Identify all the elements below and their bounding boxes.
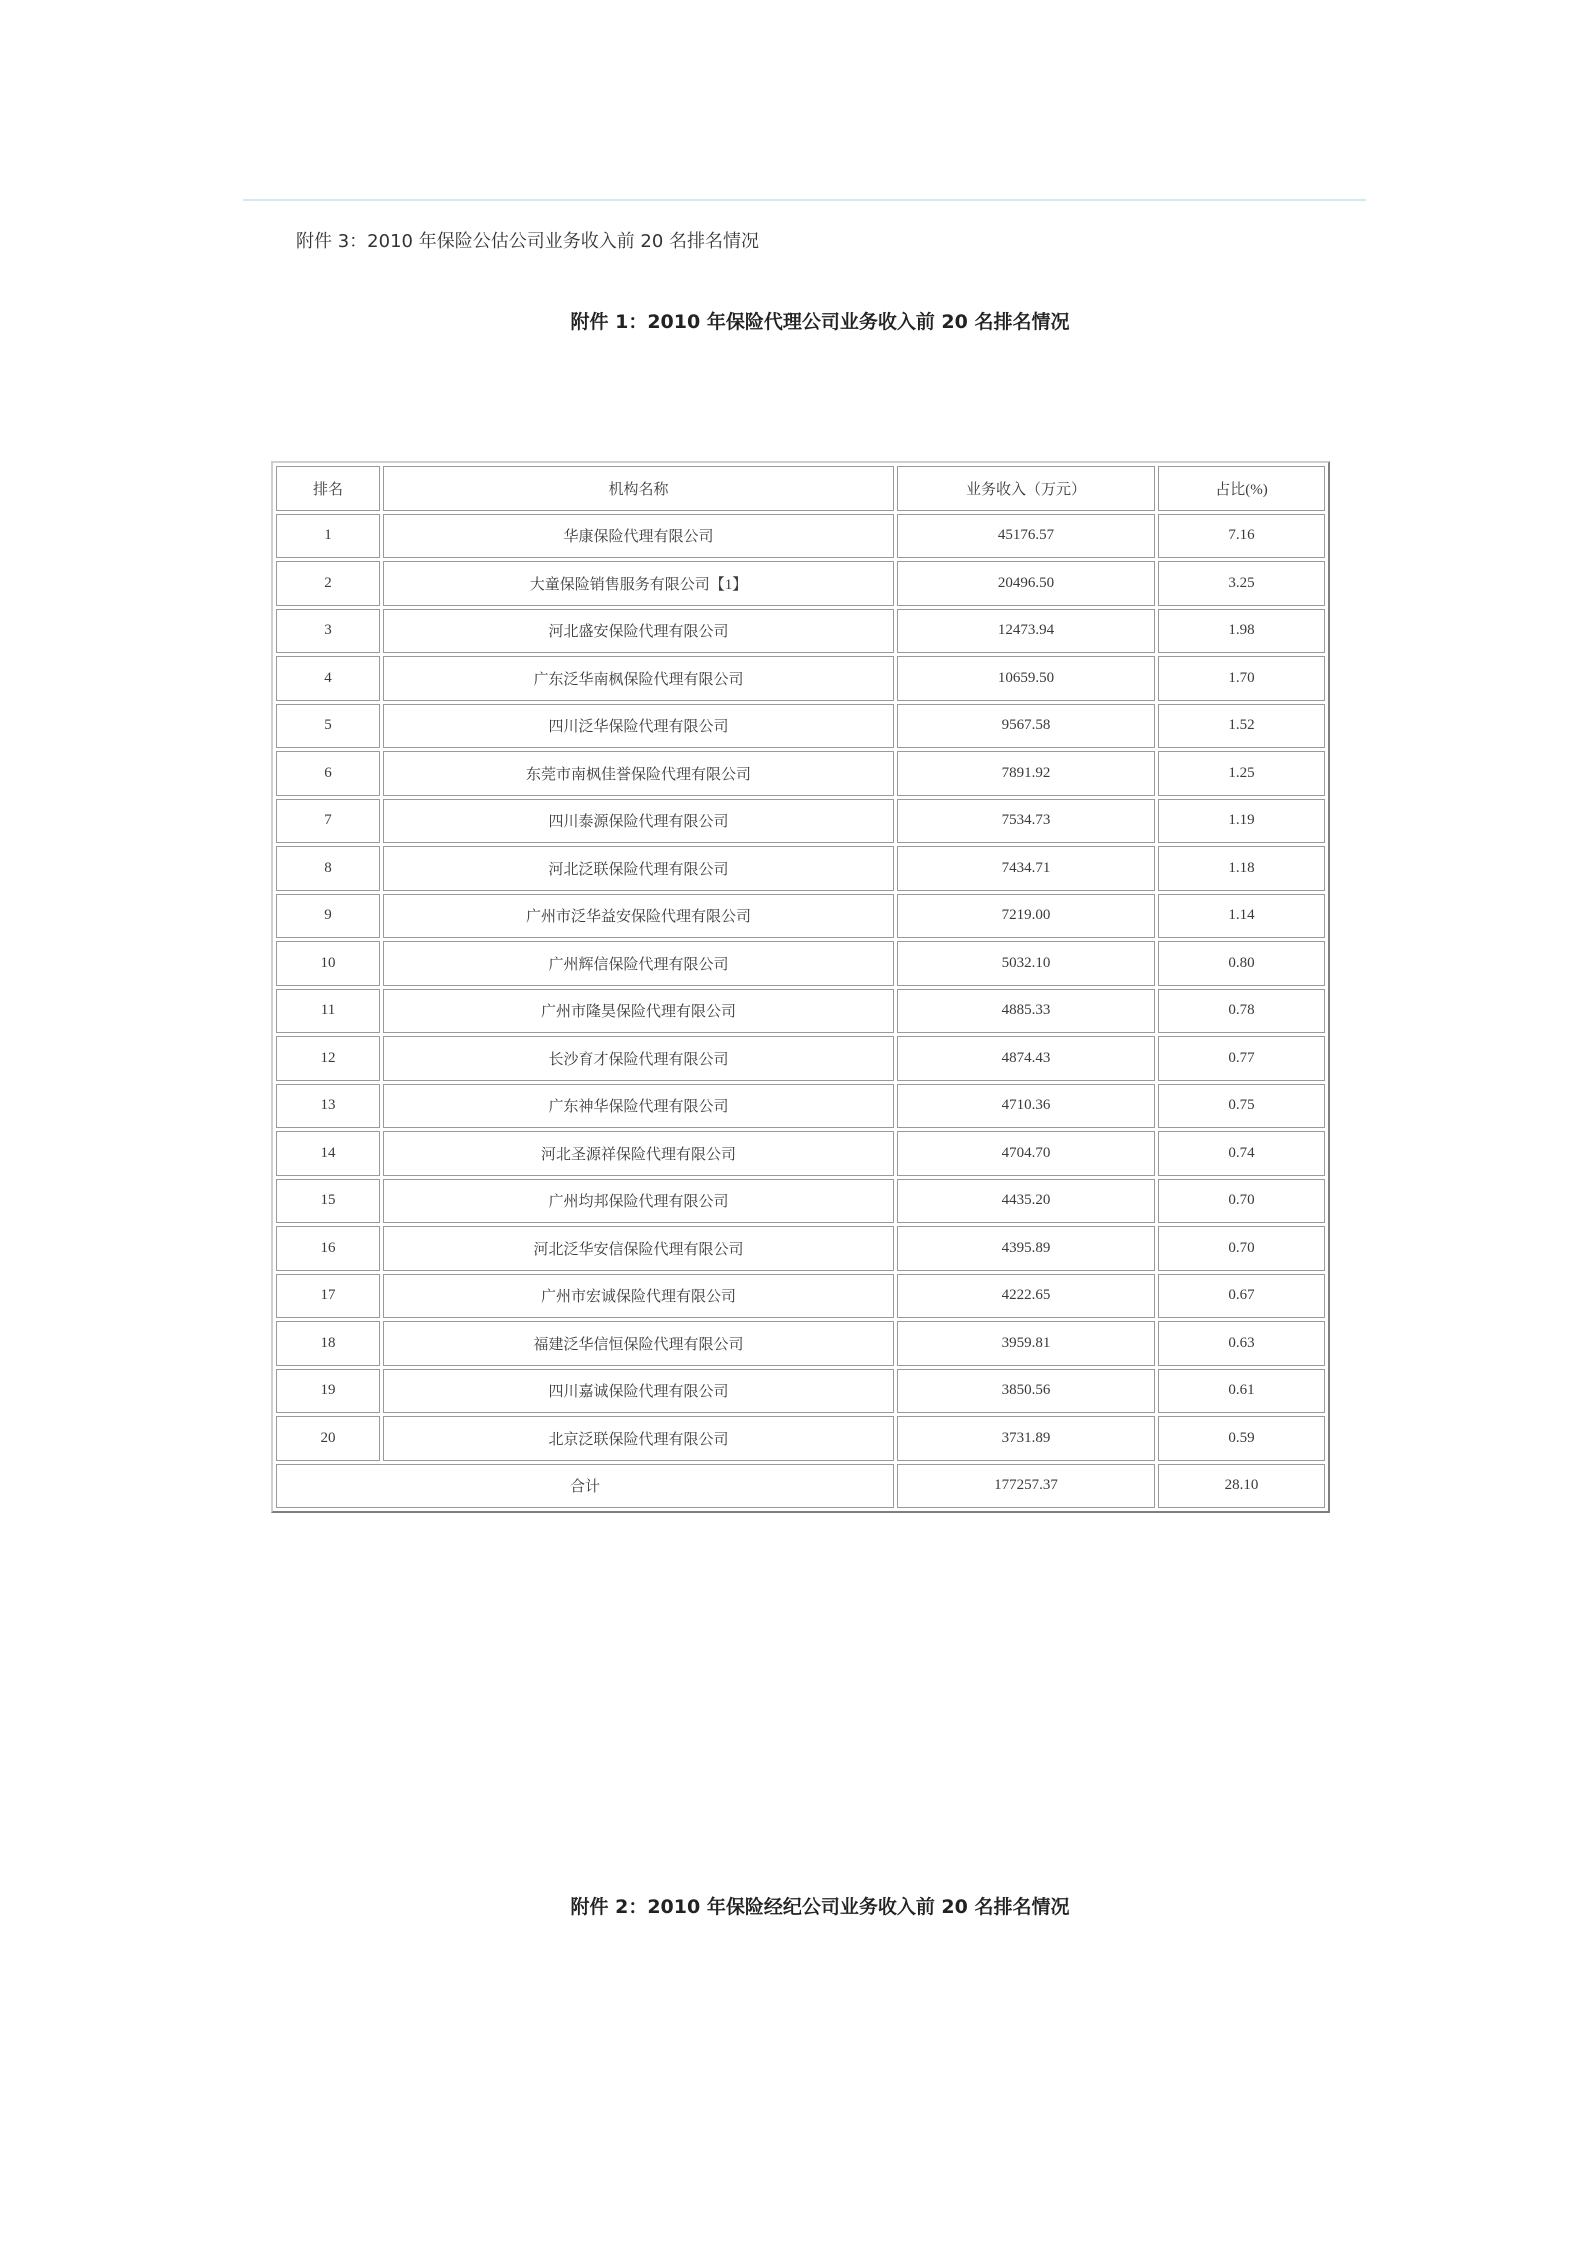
header-share: 占比(%): [1158, 466, 1325, 511]
org-name-cell: 广州市隆昊保险代理有限公司: [383, 989, 894, 1034]
rank-cell: 19: [276, 1369, 380, 1414]
table-row: [276, 1274, 1325, 1319]
table-row: [276, 1321, 1325, 1366]
share-cell: 0.61: [1158, 1369, 1325, 1414]
revenue-cell: 20496.50: [897, 561, 1155, 606]
table-row: [276, 1084, 1325, 1129]
table-row: [276, 609, 1325, 654]
table-header-row: [276, 466, 1325, 511]
share-cell: 0.67: [1158, 1274, 1325, 1319]
top-divider: [243, 199, 1366, 201]
table-row: [276, 561, 1325, 606]
org-name-cell: 河北圣源祥保险代理有限公司: [383, 1131, 894, 1176]
share-cell: 1.98: [1158, 609, 1325, 654]
rank-cell: 4: [276, 656, 380, 701]
share-cell: 1.52: [1158, 704, 1325, 749]
revenue-cell: 4710.36: [897, 1084, 1155, 1129]
revenue-cell: 4222.65: [897, 1274, 1155, 1319]
org-name-cell: 广州市宏诚保险代理有限公司: [383, 1274, 894, 1319]
total-share: 28.10: [1158, 1464, 1325, 1509]
total-row: [276, 1464, 1325, 1509]
rank-cell: 6: [276, 751, 380, 796]
revenue-cell: 5032.10: [897, 941, 1155, 986]
revenue-cell: 4435.20: [897, 1179, 1155, 1224]
revenue-cell: 7891.92: [897, 751, 1155, 796]
header-org-name: 机构名称: [383, 466, 894, 511]
share-cell: 0.59: [1158, 1416, 1325, 1461]
rank-cell: 2: [276, 561, 380, 606]
revenue-cell: 4874.43: [897, 1036, 1155, 1081]
org-name-cell: 河北泛联保险代理有限公司: [383, 846, 894, 891]
share-cell: 0.80: [1158, 941, 1325, 986]
revenue-cell: 4704.70: [897, 1131, 1155, 1176]
rank-cell: 18: [276, 1321, 380, 1366]
share-cell: 0.74: [1158, 1131, 1325, 1176]
table-row: [276, 514, 1325, 559]
org-name-cell: 河北盛安保险代理有限公司: [383, 609, 894, 654]
agency-ranking-table: [271, 461, 1330, 1513]
revenue-cell: 12473.94: [897, 609, 1155, 654]
org-name-cell: 四川泛华保险代理有限公司: [383, 704, 894, 749]
org-name-cell: 华康保险代理有限公司: [383, 514, 894, 559]
table-row: [276, 751, 1325, 796]
table-row: [276, 846, 1325, 891]
org-name-cell: 福建泛华信恒保险代理有限公司: [383, 1321, 894, 1366]
header-rank: 排名: [276, 466, 380, 511]
rank-cell: 15: [276, 1179, 380, 1224]
table-row: [276, 1369, 1325, 1414]
revenue-cell: 9567.58: [897, 704, 1155, 749]
rank-cell: 13: [276, 1084, 380, 1129]
table-row: [276, 799, 1325, 844]
share-cell: 3.25: [1158, 561, 1325, 606]
table-row: [276, 941, 1325, 986]
org-name-cell: 广州辉信保险代理有限公司: [383, 941, 894, 986]
table-row: [276, 704, 1325, 749]
table-row: [276, 1036, 1325, 1081]
rank-cell: 10: [276, 941, 380, 986]
share-cell: 7.16: [1158, 514, 1325, 559]
rank-cell: 5: [276, 704, 380, 749]
org-name-cell: 广东神华保险代理有限公司: [383, 1084, 894, 1129]
share-cell: 0.70: [1158, 1226, 1325, 1271]
table-row: [276, 1179, 1325, 1224]
attachment3-note: 附件 3：2010 年保险公估公司业务收入前 20 名排名情况: [296, 231, 760, 252]
share-cell: 1.18: [1158, 846, 1325, 891]
rank-cell: 1: [276, 514, 380, 559]
org-name-cell: 广州均邦保险代理有限公司: [383, 1179, 894, 1224]
org-name-cell: 广东泛华南枫保险代理有限公司: [383, 656, 894, 701]
org-name-cell: 广州市泛华益安保险代理有限公司: [383, 894, 894, 939]
table-row: [276, 989, 1325, 1034]
revenue-cell: 7534.73: [897, 799, 1155, 844]
org-name-cell: 四川嘉诚保险代理有限公司: [383, 1369, 894, 1414]
revenue-cell: 4395.89: [897, 1226, 1155, 1271]
attachment2-title: 附件 2：2010 年保险经纪公司业务收入前 20 名排名情况: [570, 1896, 1070, 1918]
revenue-cell: 7434.71: [897, 846, 1155, 891]
table-body: [276, 466, 1325, 1508]
rank-cell: 11: [276, 989, 380, 1034]
share-cell: 0.75: [1158, 1084, 1325, 1129]
rank-cell: 17: [276, 1274, 380, 1319]
org-name-cell: 大童保险销售服务有限公司【1】: [383, 561, 894, 606]
share-cell: 0.78: [1158, 989, 1325, 1034]
revenue-cell: 45176.57: [897, 514, 1155, 559]
share-cell: 0.70: [1158, 1179, 1325, 1224]
revenue-cell: 3850.56: [897, 1369, 1155, 1414]
table-row: [276, 1131, 1325, 1176]
org-name-cell: 河北泛华安信保险代理有限公司: [383, 1226, 894, 1271]
total-label: 合计: [276, 1464, 894, 1509]
attachment1-title: 附件 1：2010 年保险代理公司业务收入前 20 名排名情况: [570, 311, 1070, 333]
org-name-cell: 东莞市南枫佳誉保险代理有限公司: [383, 751, 894, 796]
rank-cell: 9: [276, 894, 380, 939]
table-row: [276, 1226, 1325, 1271]
rank-cell: 12: [276, 1036, 380, 1081]
org-name-cell: 四川泰源保险代理有限公司: [383, 799, 894, 844]
revenue-cell: 3731.89: [897, 1416, 1155, 1461]
share-cell: 1.25: [1158, 751, 1325, 796]
revenue-cell: 3959.81: [897, 1321, 1155, 1366]
org-name-cell: 长沙育才保险代理有限公司: [383, 1036, 894, 1081]
rank-cell: 3: [276, 609, 380, 654]
share-cell: 1.70: [1158, 656, 1325, 701]
total-revenue: 177257.37: [897, 1464, 1155, 1509]
share-cell: 1.19: [1158, 799, 1325, 844]
header-revenue: 业务收入（万元）: [897, 466, 1155, 511]
share-cell: 0.63: [1158, 1321, 1325, 1366]
table-row: [276, 656, 1325, 701]
revenue-cell: 4885.33: [897, 989, 1155, 1034]
rank-cell: 16: [276, 1226, 380, 1271]
rank-cell: 7: [276, 799, 380, 844]
rank-cell: 20: [276, 1416, 380, 1461]
rank-cell: 14: [276, 1131, 380, 1176]
revenue-cell: 10659.50: [897, 656, 1155, 701]
share-cell: 0.77: [1158, 1036, 1325, 1081]
revenue-cell: 7219.00: [897, 894, 1155, 939]
share-cell: 1.14: [1158, 894, 1325, 939]
table-row: [276, 1416, 1325, 1461]
rank-cell: 8: [276, 846, 380, 891]
org-name-cell: 北京泛联保险代理有限公司: [383, 1416, 894, 1461]
table-row: [276, 894, 1325, 939]
